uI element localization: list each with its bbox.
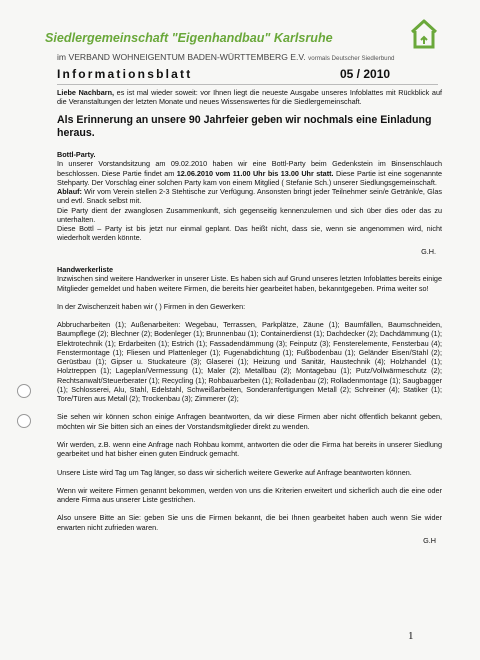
headline: Als Erinnerung an unsere 90 Jahrfeier geben wir nochmals eine Einladung heraus. xyxy=(57,113,432,140)
ablauf-text: Wir vom Verein stellen 2-3 Stehtische zur Verfügung. Ansonsten bringt jeder Teilnehmer sein/e Getränk/e, Glas und evtl. Snack selbst mit. xyxy=(57,187,442,206)
page-number: 1 xyxy=(408,630,414,642)
bottl-plan: Diese Bottl – Party ist bis jetzt nur einmal geplant. Das heißt nicht, dass sie, wenn sie angenommen wird, nicht wiederholt werden könnte. xyxy=(57,224,442,243)
intro-text: es ist mal wieder soweit: vor Ihnen liegt die neueste Ausgabe unseres Infoblattes mit Rückblick auf die Veranstaltungen der letzten Monate und neues Wissenswertes für die Siedlergemeinschaft. xyxy=(57,88,442,107)
handwerker-paragraph: Also unsere Bitte an Sie: geben Sie uns die Firmen bekannt, die bei Ihnen gearbeitet haben auch wenn Sie wider erwarten nicht zufrieden waren. xyxy=(57,513,442,532)
house-logo-icon xyxy=(409,18,439,50)
salutation: Liebe Nachbarn, xyxy=(57,88,115,97)
header-subtitle xyxy=(57,52,394,62)
handwerker-paragraph: Sie sehen wir können schon einige Anfragen beantworten, da wir diese Firmen aber nicht öffentlich bekannt geben, möchten wir Sie bitten sich an eines der Vorstandsmitglieder direkt zu wenden. xyxy=(57,412,442,431)
bottl-purpose: Die Party dient der zwanglosen Zusammenkunft, sich gegenseitig kennenzulernen und sich über dies oder das zu unterhalten. xyxy=(57,205,442,224)
punch-hole xyxy=(17,384,31,398)
bottl-paragraph xyxy=(57,159,442,187)
section-heading-handwerker: Handwerkerliste xyxy=(57,264,114,274)
doc-title: Informationsblatt xyxy=(57,67,193,81)
ablauf-paragraph xyxy=(57,187,442,206)
section-heading-bottl: Bottl-Party. xyxy=(57,150,96,160)
gewerke-list: Abbrucharbeiten (1); Außenarbeiten: Wegebau, Terrassen, Parkplätze, Zäune (1); Baumfällen, Baumschneiden, Baumpflege (2); Blechner (2); Bodenleger (1); Brunnenbau (1); Containerdienst (1); Dachdecker (2); Dachdämmung (1); Elektrotechnik (1); Erdarbeiten (1); Estrich (1); Fassadendämmung (3); Feinputz (3); Fensterelemente, Fensterbau (4); Fenstermontage (1); Fliesen und Plattenleger (1); Fugenabdichtung (1); Fußbodenbau (1); Geländer Eisen/Stahl (2); Gerüstbau (1); Gipser u. Stuckateure (3); Glaserei (1); Heizung und Sanitär, Haustechnik (4); Holzhandel (1); Holztreppen (1); Lageplan/Vermessung (1); Maler (2); Metallbau (2); Montagebau (1); Putz/Vollwärmeschutz (2); Rechtsanwalt/Steuerberater (1); Recycling (1); Rohbauarbeiten (1); Rolladenbau (2); Rolladenmontage (1); Saugbagger (1); Schlosserei, Alu, Stahl, Edelstahl, Schweißarbeiten, Sonderanfertigungen Metall (2); Schreiner (4); Statiker (1); Tore/Türen aus Metall (2); Trockenbau (3); Zimmerer (2); xyxy=(57,320,442,404)
handwerker-paragraph: Unsere Liste wird Tag um Tag länger, so dass wir sicherlich weitere Gewerke auf Anfrage beantworten können. xyxy=(57,467,412,477)
punch-hole xyxy=(17,414,31,428)
bottl-text-a: In unserer Vorstandsitzung am 09.02.2010 haben wir eine Bottl-Party beim Gedenkstein im Binsenschlauch beschlossen. Diese Partie findet am xyxy=(57,159,442,178)
signature: G.H xyxy=(423,535,436,545)
handwerker-paragraph: Wenn wir weitere Firmen genannt bekommen, werden von uns die Kriterien erweitert und sicherlich auch die eine oder andere Firma aus unserer Liste gestrichen. xyxy=(57,485,442,505)
bottl-date: 12.06.2010 vom 11.00 Uhr bis 13.00 Uhr statt. xyxy=(176,168,334,178)
document-body xyxy=(57,88,442,554)
ablauf-label: Ablauf: xyxy=(57,187,82,197)
bottl-text-b: Diese Partie ist eine sogenannte Stehparty. Der Vorschlag einer solchen Party kam von einem Mitglied ( Stefanie Sch.) unserer Siedlungsgemeinschaft. xyxy=(57,168,443,187)
handwerker-count: In der Zwischenzeit haben wir ( ) Firmen in den Gewerken: xyxy=(57,301,246,311)
signature: G.H. xyxy=(421,246,436,256)
association-name: im VERBAND WOHNEIGENTUM BADEN-WÜRTTEMBERG E.V. xyxy=(57,52,306,62)
handwerker-paragraph: Wir werden, z.B. wenn eine Anfrage nach Rohbau kommt, antworten die oder die Firma hat bereits in unserer Siedlung gearbeitet und hat bisher einen guten Eindruck gemacht. xyxy=(57,439,442,459)
org-title: Siedlergemeinschaft "Eigenhandbau" Karlsruhe xyxy=(45,31,333,45)
handwerker-intro: Inzwischen sind weitere Handwerker in unserer Liste. Es haben sich auf Grund unseres letzten Infoblattes bereits einige Mitglieder gemeldet und haben weitere Firmen, die bereits hier gearbeitet haben, bekanntgegeben. Prima weiter so! xyxy=(57,274,442,293)
header-divider xyxy=(57,84,438,85)
issue-number: 05 / 2010 xyxy=(340,67,391,81)
intro-paragraph xyxy=(57,88,442,107)
former-name: vormals Deutscher Siedlerbund xyxy=(308,55,395,62)
